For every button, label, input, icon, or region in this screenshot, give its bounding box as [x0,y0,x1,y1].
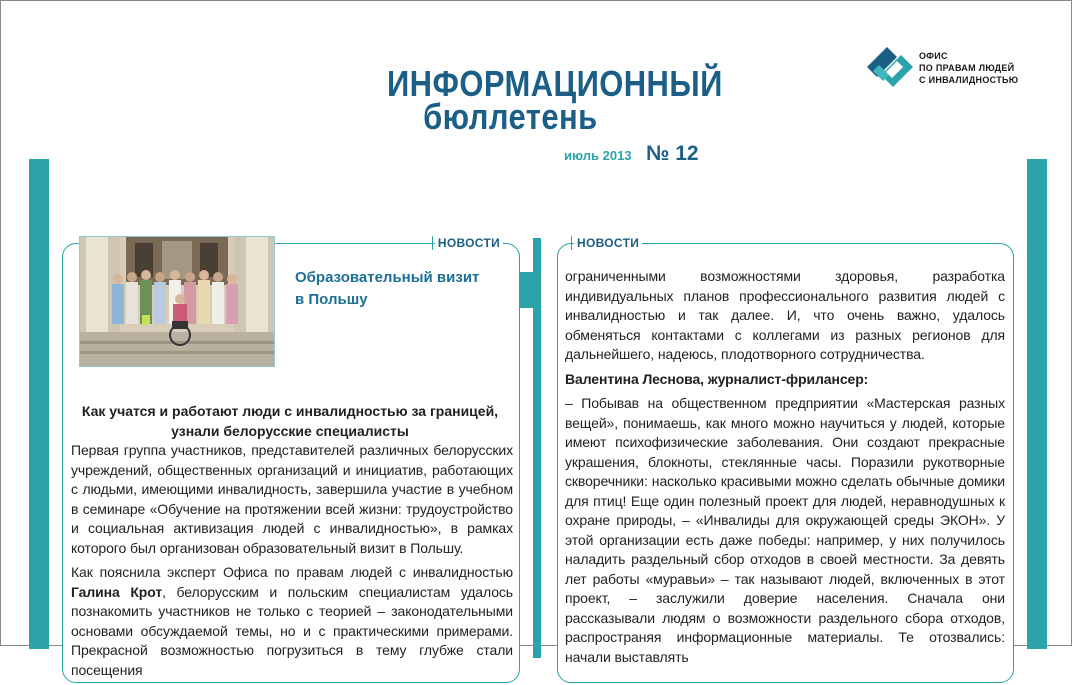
column-divider-tab [520,272,533,308]
news-tag-left: НОВОСТИ [435,235,503,251]
issue-date: июль 2013 [564,148,632,163]
right-decorative-band [1027,159,1047,649]
office-logo-icon [867,47,915,96]
left-paragraph-2-rest: , белорусским и польским специалистам удалось познакомить участников не только с теорией – законодательными основами обсуждаемой темы, но и с практическими примерами. Прекрасной возможностью погрузиться в тему глубже стали посещения [71,583,513,678]
issue-number: № 12 [646,142,699,165]
headline-line-2: в Польшу [295,291,368,308]
logo-line-1: ОФИС [919,51,948,61]
newsletter-title [387,63,723,137]
left-paragraph-1: Первая группа участников, представителей различных белорусских учреждений, общественных организаций и инициатив, работающих с людьми, имеющими инвалидность, завершила участие в учебном в семинаре «Обучение на протяжении всей жизни: трудоустройство и социальная активизация людей с инвалидностью», в рамках которого был организован образовательный визит в Польшу. [71,442,513,556]
article-subheadline: Как учатся и работают люди с инвалидностью за границей, узнали белорусские специалисты [81,403,499,439]
left-paragraph-2 [71,563,513,680]
title-line-1: ИНФОРМАЦИОННЫЙ [387,63,723,104]
news-tag-right: НОВОСТИ [574,235,642,251]
speaker-name [565,370,1005,390]
left-column-text [71,441,513,685]
headline-line-1: Образовательный визит [295,269,480,286]
right-paragraph-2: – Побывав на общественном предприятии «Мастерская разных вещей», понимаешь, как много можно научиться у людей, которые имеют психофизические заболевания. Они создают прекрасные украшения, блокноты, стеклянные часы. Поразили рукотворные скворечники: насколько красивыми можно сделать обычные домики для птиц! Еще один полезный проект для людей, неравнодушных к охране природы, – «Инвалиды для окружающей среды ЭКОН». У этой организации есть даже победы: например, у них получилось наладить раздельный сбор отходов в своей местности. За девять лет работы «муравьи» – так называют людей, включенных в этот проект, – заслужили доверие населения. Сначала они рассказывали людям о возможности раздельного сбора отходов, распространяя информационные материалы. Те отозвались: начали выставлять [565,395,1005,665]
column-divider [533,238,541,658]
left-decorative-band [29,159,49,649]
speaker-label: Валентина Леснова, журналист-фрилансер: [565,370,869,387]
expert-name: Галина Крот [71,583,163,600]
logo-line-3: С ИНВАЛИДНОСТЬЮ [919,75,1019,85]
logo-line-2: ПО ПРАВАМ ЛЮДЕЙ [919,63,1015,73]
right-paragraph-1: ограниченными возможностями здоровья, разработка индивидуальных планов профессионального развития людей с инвалидностью и так далее. И, что очень важно, удалось обменяться контактами с коллегами из разных регионов для дальнейшего, надеюсь, плодотворного сотрудничества. [565,268,1005,362]
title-line-2: бюллетень [423,96,598,137]
office-logo-text [919,50,1018,86]
left-paragraph-2-start: Как пояснила эксперт Офиса по правам людей с инвалидностью [71,564,513,580]
right-column-text [565,267,1005,672]
group-photo-image [79,236,275,367]
article-headline [295,267,510,311]
